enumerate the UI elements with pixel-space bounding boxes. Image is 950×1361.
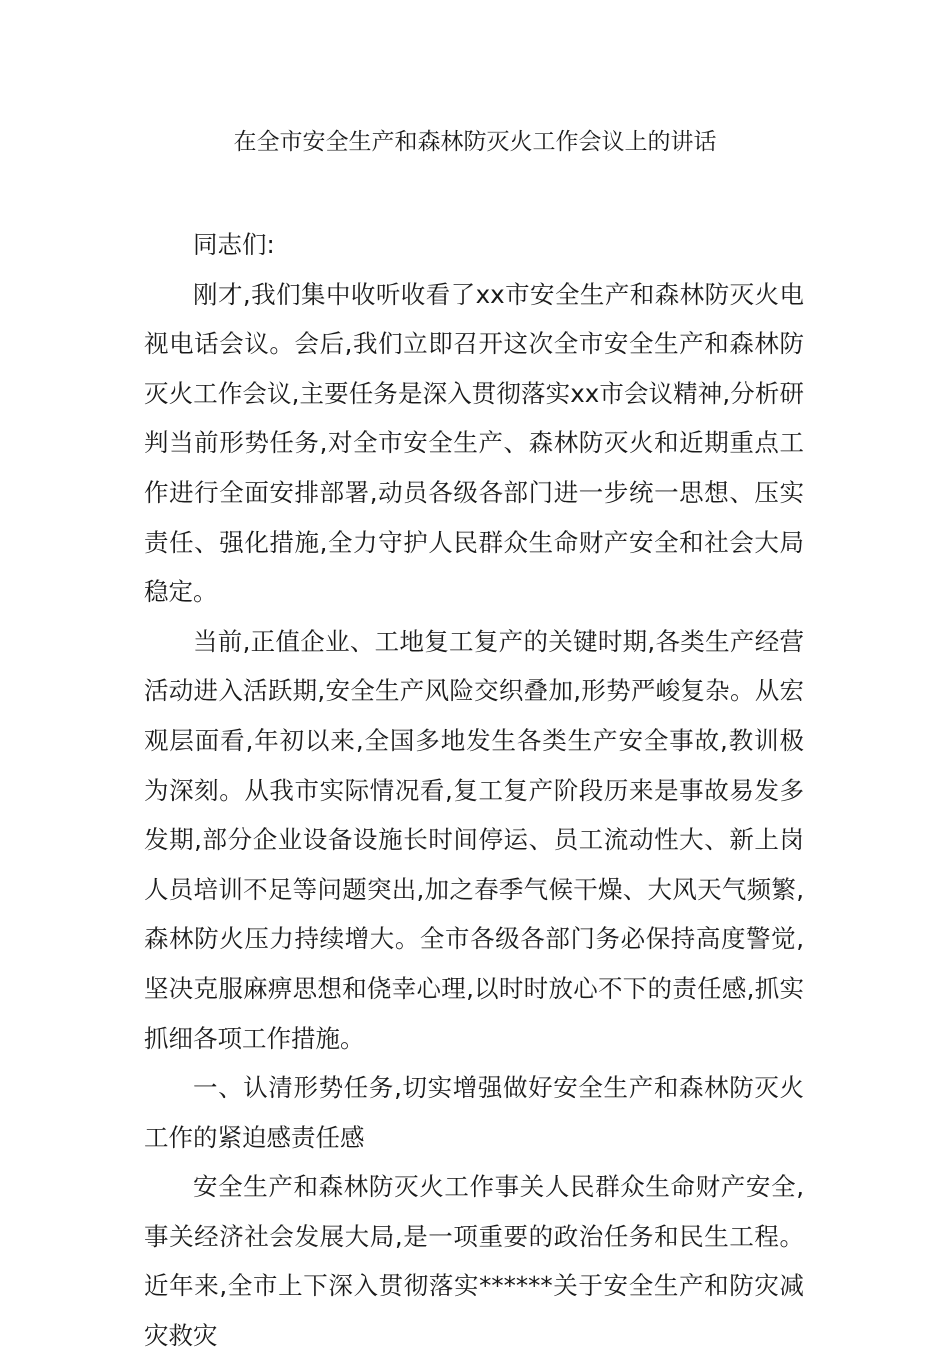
document-title: 在全市安全生产和森林防灭火工作会议上的讲话 — [233, 129, 717, 155]
paragraph-situation: 当前,正值企业、工地复工复产的关键时期,各类生产经营活动进入活跃期,安全生产风险交织叠加,形势严峻复杂。从宏观层面看,年初以来,全国多地发生各类生产安全事故,教训极为深刻。从我市实际情况看,复工复产阶段历来是事故易发多发期,部分企业设备设施长时间停运、员工流动性大、新上岗人员培训不足等问题突出,加之春季气候干燥、大风天气频繁,森林防火压力持续增大。全市各级各部门务必保持高度警觉,坚决克服麻痹思想和侥幸心理,以时时放心不下的责任感,抓实抓细各项工作措施。 — [144, 626, 804, 1053]
salutation: 同志们: — [193, 230, 275, 259]
paragraph-intro: 刚才,我们集中收听收看了xx市安全生产和森林防灭火电视电话会议。会后,我们立即召开这次全市安全生产和森林防灭火工作会议,主要任务是深入贯彻落实xx市会议精神,分析研判当前形势任务,对全市安全生产、森林防灭火和近期重点工作进行全面安排部署,动员各级各部门进一步统一思想、压实责任、强化措施,全力守护人民群众生命财产安全和社会大局稳定。 — [144, 279, 804, 607]
section-heading: 一、认清形势任务,切实增强做好安全生产和森林防灭火工作的紧迫感责任感 — [144, 1073, 804, 1152]
document-body — [144, 220, 804, 1361]
paragraph-section-one: 安全生产和森林防灭火工作事关人民群众生命财产安全,事关经济社会发展大局,是一项重要的政治任务和民生工程。近年来,全市上下深入贯彻落实******关于安全生产和防灾减灾救灾 — [144, 1172, 804, 1351]
